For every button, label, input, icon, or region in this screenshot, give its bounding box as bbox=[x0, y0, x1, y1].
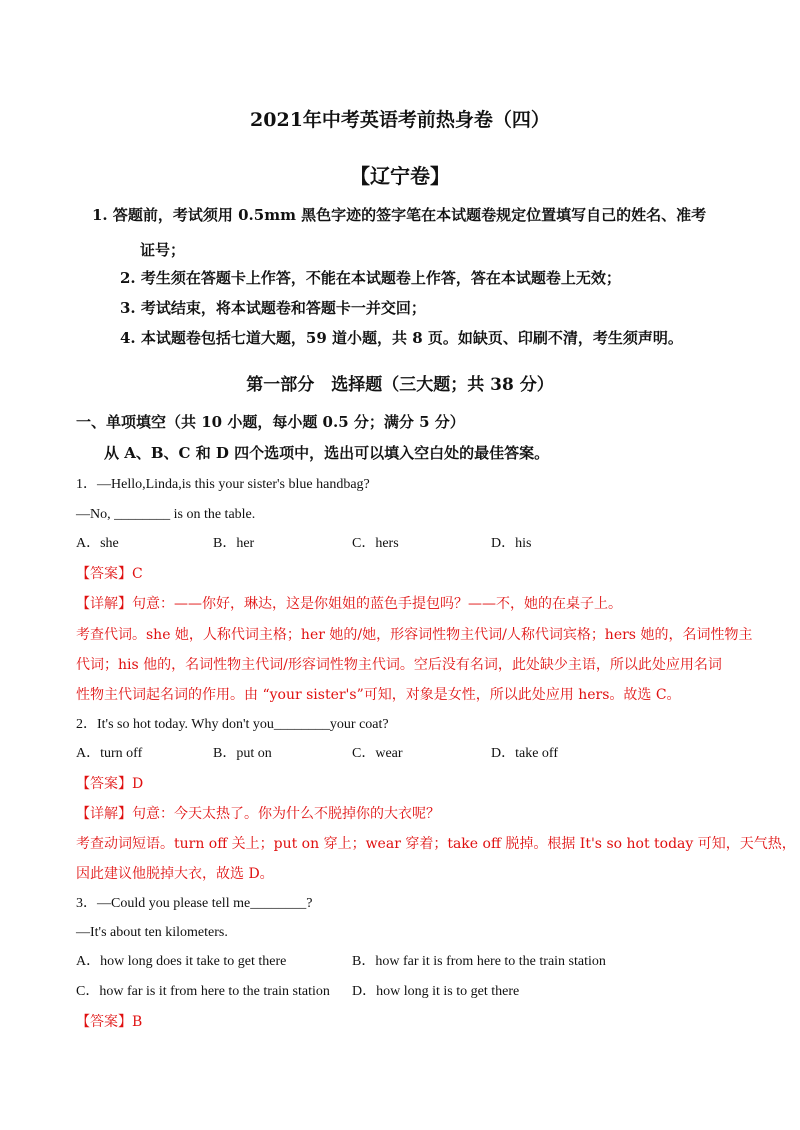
question-2-detail-3: 因此建议他脱掉大衣，故选 D。 bbox=[76, 866, 274, 882]
question-1-stem-2: —No, ________ is on the table. bbox=[76, 507, 256, 522]
question-1-detail-3: 代词；his 他的，名词性物主代词/形容词性物主代词。空后没有名词，此处缺少主语，所以此处应用名词 bbox=[76, 657, 722, 673]
instruction-1-cont: 证号； bbox=[140, 241, 186, 259]
section-heading: 一、单项填空（共 10 小题，每小题 0.5 分；满分 5 分） bbox=[76, 413, 465, 431]
question-1-option-b: B．her bbox=[213, 536, 255, 551]
question-1-detail-1 bbox=[76, 594, 622, 614]
question-2-option-c: C．wear bbox=[352, 746, 403, 761]
question-3-option-a: A．how long does it take to get there bbox=[76, 954, 287, 969]
question-2-answer: 【答案】D bbox=[76, 776, 144, 792]
question-2-option-b: B．put on bbox=[213, 746, 272, 761]
instruction-2: 2. 考生须在答题卡上作答，不能在本试题卷上作答，答在本试题卷上无效； bbox=[120, 269, 621, 287]
question-3-answer: 【答案】B bbox=[76, 1014, 143, 1030]
exam-title: 2021年中考英语考前热身卷（四） bbox=[250, 109, 550, 131]
question-3-stem-2: —It's about ten kilometers. bbox=[76, 925, 228, 940]
detail-label: 【详解】 bbox=[76, 806, 132, 822]
question-3-option-b: B．how far it is from here to the train station bbox=[352, 954, 606, 969]
detail-text: 句意：——你好，琳达，这是你姐姐的蓝色手提包吗？——不，她的在桌子上。 bbox=[132, 596, 622, 612]
question-2-detail-1 bbox=[76, 804, 440, 824]
question-2-option-d: D．take off bbox=[491, 746, 558, 761]
question-2-option-a: A．turn off bbox=[76, 746, 143, 761]
detail-text: 句意：今天太热了。你为什么不脱掉你的大衣呢？ bbox=[132, 806, 440, 822]
instruction-1: 1. 答题前，考试须用 0.5mm 黑色字迹的签字笔在本试题卷规定位置填写自己的姓名、准考 bbox=[92, 206, 707, 224]
question-3-option-d: D．how long it is to get there bbox=[352, 984, 520, 999]
instruction-4: 4. 本试题卷包括七道大题，59 道小题，共 8 页。如缺页、印刷不清，考生须声明。 bbox=[120, 329, 683, 347]
part-title: 第一部分 选择题（三大题；共 38 分） bbox=[246, 375, 554, 395]
question-2-stem: 2．It's so hot today. Why don't you________your coat? bbox=[76, 717, 389, 732]
detail-label: 【详解】 bbox=[76, 596, 132, 612]
instruction-3: 3. 考试结束，将本试题卷和答题卡一并交回； bbox=[120, 299, 426, 317]
exam-subtitle: 【辽宁卷】 bbox=[350, 164, 450, 188]
question-1-stem: 1．—Hello,Linda,is this your sister's blue handbag? bbox=[76, 477, 370, 492]
question-1-detail-4: 性物主代词起名词的作用。由 “your sister's”可知，对象是女性，所以此处应用 hers。故选 C。 bbox=[76, 687, 681, 703]
question-1-option-d: D．his bbox=[491, 536, 532, 551]
question-1-option-a: A．she bbox=[76, 536, 119, 551]
question-1-option-c: C．hers bbox=[352, 536, 399, 551]
question-3-option-c: C．how far is it from here to the train station bbox=[76, 984, 330, 999]
section-direction: 从 A、B、C 和 D 四个选项中，选出可以填入空白处的最佳答案。 bbox=[104, 444, 550, 462]
question-1-answer: 【答案】C bbox=[76, 566, 143, 582]
question-2-detail-2: 考查动词短语。turn off 关上；put on 穿上；wear 穿着；take off 脱掉。根据 It's so hot today 可知，天气热， bbox=[76, 836, 796, 852]
question-3-stem: 3．—Could you please tell me________? bbox=[76, 896, 313, 911]
question-1-detail-2: 考查代词。she 她，人称代词主格；her 她的/她，形容词性物主代词/人称代词宾格；hers 她的，名词性物主 bbox=[76, 627, 753, 643]
